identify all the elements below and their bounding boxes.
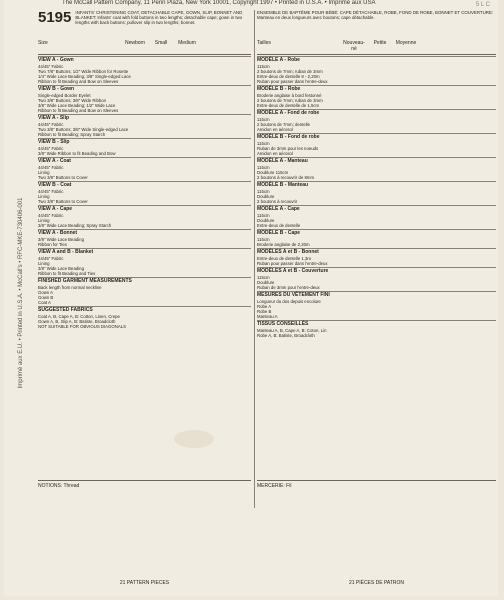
section-line: Broderie anglaise de 2,20m bbox=[257, 242, 310, 247]
section-title: VIEW B - Slip bbox=[38, 139, 70, 145]
section-title: VIEW A - Slip bbox=[38, 115, 70, 121]
section-line: Longueur du dos depuis encolure bbox=[257, 299, 321, 304]
section bbox=[257, 181, 496, 204]
section-line: Doublure bbox=[257, 218, 275, 223]
section-line: 44/45" Fabric bbox=[38, 122, 64, 127]
section bbox=[38, 157, 251, 180]
section-line: 3/8" Wide Lace Beading bbox=[38, 266, 84, 271]
section-line: Gown B bbox=[38, 295, 54, 300]
section-title: MODÈLE A - Robe bbox=[257, 57, 300, 63]
section bbox=[257, 157, 496, 180]
section-line: Broderie anglaise à bord festonné bbox=[257, 93, 322, 98]
section-line: Entre-deux de dentelle 1,3m bbox=[257, 256, 311, 261]
section-line: 44/45" Fabric bbox=[38, 213, 64, 218]
pattern-number: 5195 bbox=[38, 10, 72, 26]
size-col: Moyenne bbox=[395, 40, 417, 46]
section bbox=[257, 205, 496, 228]
right-header bbox=[257, 10, 496, 40]
section-line: 115cm bbox=[257, 213, 270, 218]
right-column bbox=[257, 10, 496, 480]
section bbox=[257, 291, 496, 319]
section-line: 3/8" Wide Lace Beading; Spray Starch bbox=[38, 223, 112, 228]
section-line: Robe A bbox=[257, 304, 272, 309]
vertical-margin-text bbox=[6, 20, 36, 565]
section-line: Single-edged Border Eyelet bbox=[38, 93, 91, 98]
pattern-description: INFANTS' CHRISTENING COAT, DETACHABLE CAPE, GOWN, SLIP, BONNET AND BLANKET: Infants' coat with fold buttons in two lengths; detachable cape; gown in two lengths with back buttons; pullover slip in two lengths; bonnet. bbox=[75, 10, 243, 26]
section bbox=[38, 229, 251, 247]
stamp-text: 5 L C bbox=[475, 2, 490, 8]
section-title: MODÈLE A - Fond de robe bbox=[257, 110, 320, 116]
section bbox=[257, 85, 496, 108]
section-line: NOT SUITABLE FOR OBVIOUS DIAGONALS bbox=[38, 324, 126, 329]
section-line: 115cm bbox=[257, 165, 270, 170]
section-title: VIEW A - Bonnet bbox=[38, 230, 78, 236]
section-line: 44/45" Fabric bbox=[38, 165, 64, 170]
section-title: VIEW A and B - Blanket bbox=[38, 249, 94, 255]
section bbox=[257, 267, 496, 290]
section bbox=[38, 85, 251, 113]
pattern-description-fr: ENSEMBLE DE BAPTÊME POUR BÉBÉ: CAPE DÉTACHABLE, ROBE, FOND DE ROBE, BONNET ET COUVERTURE: Manteau en deux longueurs avec boutons; cape détachable. bbox=[257, 10, 494, 21]
section-line: 115cm bbox=[257, 64, 270, 69]
section-line: Two 7/8" Buttons; 1/2" Wide Ribbon for Rosette bbox=[38, 69, 129, 74]
section-line: 2 boutons de 7mm; ruban de 3mm bbox=[257, 69, 323, 74]
section-title: MODÈLE A - Manteau bbox=[257, 158, 308, 164]
section-title: MODÈLE B - Manteau bbox=[257, 182, 309, 188]
section-title: VIEW B - Gown bbox=[38, 86, 75, 92]
section-line: Entre-deux de dentelle 8 - 2,20m bbox=[257, 74, 320, 79]
size-col: Nouveau-né bbox=[343, 40, 365, 52]
section-title: MODÈLE B - Cape bbox=[257, 230, 301, 236]
section-title: VIEW A - Coat bbox=[38, 158, 71, 164]
size-col: Medium bbox=[178, 40, 196, 46]
left-header bbox=[38, 10, 251, 40]
section-title: MODÈLE A - Cape bbox=[257, 206, 300, 212]
section-line: 115cm bbox=[257, 189, 270, 194]
section bbox=[38, 306, 251, 329]
section-line: Lining bbox=[38, 170, 50, 175]
notions: NOTIONS: Thread bbox=[38, 480, 251, 505]
size-label: Tailles bbox=[257, 40, 271, 46]
section-line: 44/45" Fabric bbox=[38, 64, 64, 69]
section-line: 115cm bbox=[257, 237, 270, 242]
section bbox=[38, 114, 251, 137]
size-col: Small bbox=[154, 40, 168, 46]
section-line: Two 3/8" Buttons to Cover bbox=[38, 175, 88, 180]
section-line: Ruban pour passer dans l'entre-deux bbox=[257, 261, 328, 266]
section bbox=[38, 277, 251, 305]
section-title: SUGGESTED FABRICS bbox=[38, 307, 93, 313]
section-line: Two 3/8" Buttons to Cover bbox=[38, 199, 88, 204]
section-line: Amidon en aérosol bbox=[257, 151, 293, 156]
section bbox=[257, 320, 496, 338]
section-title: MODÈLES A et B - Couverture bbox=[257, 268, 329, 274]
section-line: Manteau A bbox=[257, 314, 278, 319]
section-line: Doublure 115cm bbox=[257, 170, 289, 175]
section-line: 3/8" Wide Lace Beading; 1/2" Wide Lace bbox=[38, 103, 116, 108]
section-title: MESURES DU VÊTEMENT FINI bbox=[257, 292, 330, 298]
section-line: 115cm bbox=[257, 275, 270, 280]
section-line: 44/45" Fabric bbox=[38, 256, 64, 261]
section-line: Manteau A, B, Cape A, B: Coton, Lin bbox=[257, 328, 327, 333]
section-line: Coat A bbox=[38, 300, 51, 305]
section-title: MODÈLES A et B - Bonnet bbox=[257, 249, 319, 255]
column-divider bbox=[254, 10, 255, 508]
section-title: VIEW A - Gown bbox=[38, 57, 74, 63]
section-title: MODÈLE B - Robe bbox=[257, 86, 301, 92]
section-line: 2 boutons à recouvrir de 8mm bbox=[257, 175, 315, 180]
section bbox=[38, 248, 251, 276]
section bbox=[38, 181, 251, 204]
section-line: 115cm bbox=[257, 117, 270, 122]
bottom-area bbox=[38, 480, 496, 592]
left-column bbox=[38, 10, 251, 480]
section-line: Ruban pour passer dans l'entre-deux bbox=[257, 79, 328, 84]
section bbox=[257, 248, 496, 266]
section-line: Ribbon to fit Beading and Bow on Sleeves bbox=[38, 79, 119, 84]
section-line: Ribbon to fit Beading and Ties bbox=[38, 271, 96, 276]
section-line: Entre-deux de dentelle bbox=[257, 223, 301, 228]
section-line: Gown A bbox=[38, 290, 54, 295]
section-line: 2 boutons à recouvrir bbox=[257, 199, 298, 204]
section bbox=[38, 205, 251, 228]
size-label: Size bbox=[38, 40, 48, 46]
size-row-fr bbox=[257, 40, 496, 55]
section-line: 44/45" Fabric bbox=[38, 189, 64, 194]
section-line: Ribbon to fit Beading; Spray Starch bbox=[38, 132, 106, 137]
section-line: Two 3/8" Buttons; 3/8" Wide Ribbon bbox=[38, 98, 107, 103]
pattern-pieces-fr: 21 PIÈCES DE PATRON bbox=[348, 580, 405, 586]
section-line: 3/8" Wide Lace Beading bbox=[38, 237, 84, 242]
mercerie: MERCERIE: Fil bbox=[257, 480, 496, 505]
top-line: The McCall Pattern Company, 11 Penn Plaza, New York 10001, Copyright 1997 • Printed in U.S.A. • Imprimé aux USA bbox=[62, 0, 376, 6]
section bbox=[257, 56, 496, 84]
section-line: Lining bbox=[38, 261, 50, 266]
section-line: Gown A, B, Slip A, B: Batiste, Broadcloth bbox=[38, 319, 116, 324]
section-line: Back length from normal neckline bbox=[38, 285, 102, 290]
section-line: 115cm bbox=[257, 141, 270, 146]
section-line: 1/4" Wide Lace Beading; 3/8" Single-edged Lace bbox=[38, 74, 131, 79]
section-line: 44/45" Fabric bbox=[38, 146, 64, 151]
vertical-margin-label: Imprimé aux E.U. • Printed in U.S.A. • McCall's • RFC-MKE-730406-001 bbox=[18, 197, 24, 388]
bottom-right bbox=[257, 480, 496, 592]
pattern-envelope-back bbox=[4, 0, 498, 596]
section bbox=[257, 133, 496, 156]
section-line: 3/8" Wide Ribbon to fit Beading and Bow bbox=[38, 151, 116, 156]
section-line: 2 boutons de 7mm; dentelle bbox=[257, 122, 311, 127]
section bbox=[257, 109, 496, 132]
section-line: Doublure bbox=[257, 280, 275, 285]
section-line: Robe A, B: Batiste, Broadcloth bbox=[257, 333, 315, 338]
bottom-left bbox=[38, 480, 251, 592]
size-col: Petite bbox=[373, 40, 387, 46]
section-line: Lining bbox=[38, 218, 50, 223]
section-line: Two 3/8" Buttons; 3/8" Wide Single-edged Lace bbox=[38, 127, 129, 132]
section-title: MODÈLE B - Fond de robe bbox=[257, 134, 320, 140]
section-line: Robe B bbox=[257, 309, 272, 314]
section-title: VIEW A - Cape bbox=[38, 206, 73, 212]
size-col: Newborn bbox=[124, 40, 145, 46]
section bbox=[38, 56, 251, 84]
section-line: 2 boutons de 7mm; ruban de 3mm bbox=[257, 98, 323, 103]
section bbox=[38, 138, 251, 156]
section-line: Amidon en aérosol bbox=[257, 127, 293, 132]
section bbox=[257, 229, 496, 247]
section-title: TISSUS CONSEILLÉS bbox=[257, 321, 309, 327]
section-line: Coat A, B, Cape A, B: Cotton, Linen, Crepe bbox=[38, 314, 120, 319]
section-line: Ribbon for Ties bbox=[38, 242, 67, 247]
section-line: Doublure bbox=[257, 194, 275, 199]
section-line: Entre-deux de dentelle de 1,5cm bbox=[257, 103, 320, 108]
section-line: Lining bbox=[38, 194, 50, 199]
pattern-pieces: 21 PATTERN PIECES bbox=[119, 580, 170, 586]
section-line: Ruban de 3mm pour l'entre-deux bbox=[257, 285, 320, 290]
section-title: FINISHED GARMENT MEASUREMENTS bbox=[38, 278, 132, 284]
section-line: Ribbon to fit Beading and Bow on Sleeves bbox=[38, 108, 119, 113]
section-title: VIEW B - Coat bbox=[38, 182, 72, 188]
size-row bbox=[38, 40, 251, 55]
section-line: Ruban de 3mm pour les noeuds bbox=[257, 146, 319, 151]
